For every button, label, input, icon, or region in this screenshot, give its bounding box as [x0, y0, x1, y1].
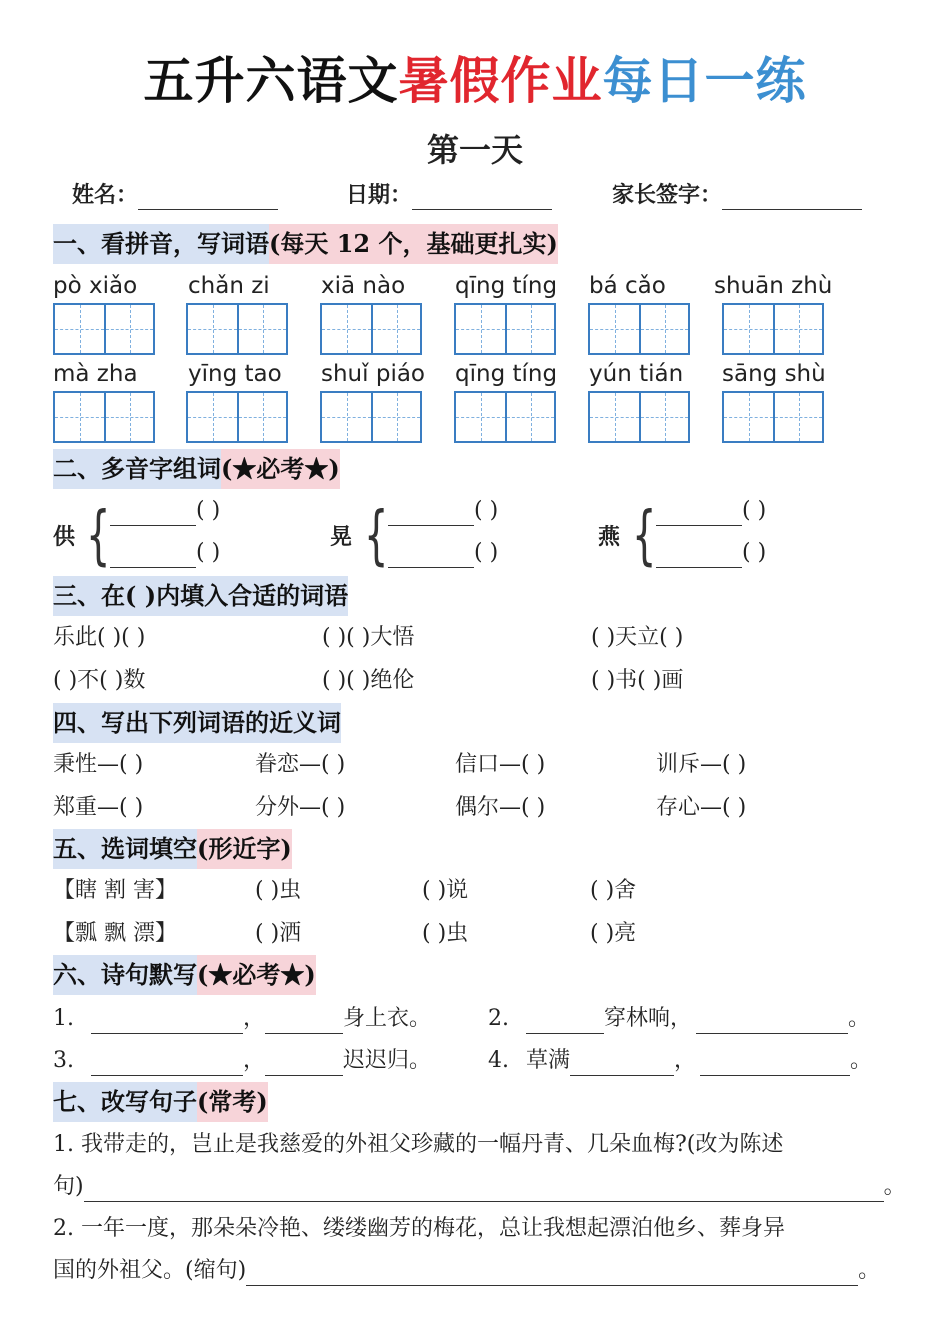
polyphone-answer[interactable]: [388, 496, 498, 526]
synonym-item[interactable]: 眷恋—( ): [255, 752, 346, 777]
writing-grid[interactable]: [53, 391, 155, 443]
poem-text: 草满: [526, 1048, 571, 1073]
name-field[interactable]: [72, 180, 278, 210]
writing-grid[interactable]: [186, 303, 288, 355]
section-2-heading: [53, 449, 340, 489]
question-tail: 国的外祖父。(缩句): [53, 1258, 247, 1283]
idiom-item[interactable]: ( )天立( ): [591, 625, 684, 650]
title-part1: 五升六语文: [143, 52, 399, 110]
polyphone-answer[interactable]: [110, 538, 220, 568]
section-3-heading: [53, 576, 348, 616]
brace-icon: {: [632, 499, 657, 573]
date-field[interactable]: [346, 180, 552, 210]
poem-number: 1.: [53, 1006, 74, 1031]
idiom-item[interactable]: ( )( )绝伦: [322, 668, 415, 693]
section-3-title: 三、在( )内填入合适的词语: [53, 576, 348, 616]
char-group-2: 【瓢 飘 漂】: [53, 921, 177, 946]
poem-number: 2.: [488, 1006, 509, 1031]
poem-line-1[interactable]: [53, 1004, 431, 1034]
pinyin-4: qīng tíng: [455, 273, 558, 299]
title-part3: 每日一练: [602, 52, 807, 110]
section-7-note: (常考): [197, 1082, 268, 1122]
pinyin-12: sāng shù: [722, 361, 826, 387]
synonym-item[interactable]: 分外—( ): [255, 795, 346, 820]
synonym-item[interactable]: 存心—( ): [656, 795, 747, 820]
brace-icon: {: [364, 499, 389, 573]
section-5-note: (形近字): [197, 829, 292, 869]
paren: ( ): [742, 498, 767, 523]
pinyin-2: chǎn zi: [188, 273, 270, 299]
pinyin-8: yīng tao: [188, 361, 282, 387]
pinyin-7: mà zha: [53, 361, 138, 387]
section-2-title: 二、多音字组词: [53, 449, 221, 489]
brace-icon: {: [86, 499, 111, 573]
section-6-note: (★必考★): [197, 955, 316, 995]
section-4-title: 四、写出下列词语的近义词: [53, 703, 341, 743]
question-tail: 句): [53, 1174, 84, 1199]
poem-line-3[interactable]: [53, 1046, 431, 1076]
paren: ( ): [742, 540, 767, 565]
period: 。: [858, 1258, 881, 1283]
name-line[interactable]: [138, 188, 278, 210]
poem-text: 身上衣。: [343, 1006, 432, 1031]
section-1-note: (每天 12 个，基础更扎实): [269, 224, 558, 264]
writing-grid[interactable]: [722, 303, 824, 355]
poem-line-4[interactable]: [488, 1046, 872, 1076]
date-label: 日期：: [346, 182, 413, 208]
poem-line-2[interactable]: [488, 1004, 870, 1034]
fill-item[interactable]: ( )舍: [590, 878, 637, 903]
period: 。: [850, 1048, 873, 1073]
writing-grid[interactable]: [320, 303, 422, 355]
pinyin-11: yún tián: [589, 361, 684, 387]
comma: ，: [243, 1006, 266, 1031]
poem-number: 4.: [488, 1048, 509, 1073]
comma: ，: [243, 1048, 266, 1073]
pinyin-9: shuǐ piáo: [321, 361, 425, 387]
idiom-item[interactable]: ( )书( )画: [591, 668, 684, 693]
writing-grid[interactable]: [454, 391, 556, 443]
idiom-item[interactable]: ( )( )大悟: [322, 625, 415, 650]
rewrite-question-2: 2. 一年一度，那朵朵冷艳、缕缕幽芳的梅花，总让我想起漂泊他乡、葬身异: [53, 1216, 785, 1241]
page-title: [0, 46, 950, 116]
idiom-item[interactable]: 乐此( )( ): [53, 625, 146, 650]
rewrite-answer-1[interactable]: [53, 1172, 906, 1202]
pinyin-1: pò xiǎo: [53, 273, 138, 299]
pinyin-5: bá cǎo: [589, 273, 666, 299]
section-6-title: 六、诗句默写: [53, 955, 197, 995]
comma: ，: [674, 1048, 697, 1073]
sign-label: 家长签字：: [612, 182, 723, 208]
poem-text: 迟迟归。: [343, 1048, 432, 1073]
period: 。: [848, 1006, 871, 1031]
period: 。: [883, 1174, 906, 1199]
sign-line[interactable]: [722, 188, 862, 210]
fill-item[interactable]: ( )虫: [255, 878, 302, 903]
writing-grid[interactable]: [588, 391, 690, 443]
section-7-title: 七、改写句子: [53, 1082, 197, 1122]
polyphone-answer[interactable]: [388, 538, 498, 568]
pinyin-3: xiā nào: [321, 273, 406, 299]
synonym-item[interactable]: 偶尔—( ): [455, 795, 546, 820]
synonym-item[interactable]: 训斥—( ): [656, 752, 747, 777]
paren: ( ): [474, 540, 499, 565]
title-part2: 暑假作业: [398, 52, 603, 110]
section-5-heading: [53, 829, 292, 869]
writing-grid[interactable]: [186, 391, 288, 443]
fill-item[interactable]: ( )说: [422, 878, 469, 903]
writing-grid[interactable]: [320, 391, 422, 443]
polyphone-answer[interactable]: [110, 496, 220, 526]
paren: ( ): [196, 540, 221, 565]
pinyin-6: shuān zhù: [714, 273, 833, 299]
fill-item[interactable]: ( )虫: [422, 921, 469, 946]
sign-field[interactable]: [612, 180, 862, 210]
section-6-heading: [53, 955, 316, 995]
fill-item[interactable]: ( )亮: [590, 921, 637, 946]
section-4-heading: [53, 703, 341, 743]
section-1-title: 一、看拼音，写词语: [53, 224, 269, 264]
char-group-1: 【瞎 割 害】: [53, 878, 177, 903]
day-subtitle: 第一天: [426, 131, 523, 169]
rewrite-question-1: 1. 我带走的，岂止是我慈爱的外祖父珍藏的一幅丹青、几朵血梅?(改为陈述: [53, 1132, 784, 1157]
writing-grid[interactable]: [53, 303, 155, 355]
section-7-heading: [53, 1082, 268, 1122]
poem-text: 穿林响，: [604, 1006, 693, 1031]
pinyin-10: qīng tíng: [455, 361, 558, 387]
rewrite-answer-2[interactable]: [53, 1256, 880, 1286]
name-label: 姓名：: [72, 182, 139, 208]
date-line[interactable]: [412, 188, 552, 210]
writing-grid[interactable]: [454, 303, 556, 355]
idiom-item[interactable]: ( )不( )数: [53, 668, 146, 693]
synonym-item[interactable]: 秉性—( ): [53, 752, 144, 777]
section-1-heading: [53, 224, 558, 264]
section-5-title: 五、选词填空: [53, 829, 197, 869]
polyphone-answer[interactable]: [656, 538, 766, 568]
polyphone-char-1: 供: [53, 524, 76, 550]
paren: ( ): [474, 498, 499, 523]
poem-number: 3.: [53, 1048, 74, 1073]
synonym-item[interactable]: 信口—( ): [455, 752, 546, 777]
polyphone-char-3: 燕: [598, 524, 621, 550]
writing-grid[interactable]: [588, 303, 690, 355]
polyphone-char-2: 晃: [330, 524, 353, 550]
fill-item[interactable]: ( )洒: [255, 921, 302, 946]
polyphone-answer[interactable]: [656, 496, 766, 526]
paren: ( ): [196, 498, 221, 523]
synonym-item[interactable]: 郑重—( ): [53, 795, 144, 820]
writing-grid[interactable]: [722, 391, 824, 443]
section-2-note: (★必考★): [221, 449, 340, 489]
